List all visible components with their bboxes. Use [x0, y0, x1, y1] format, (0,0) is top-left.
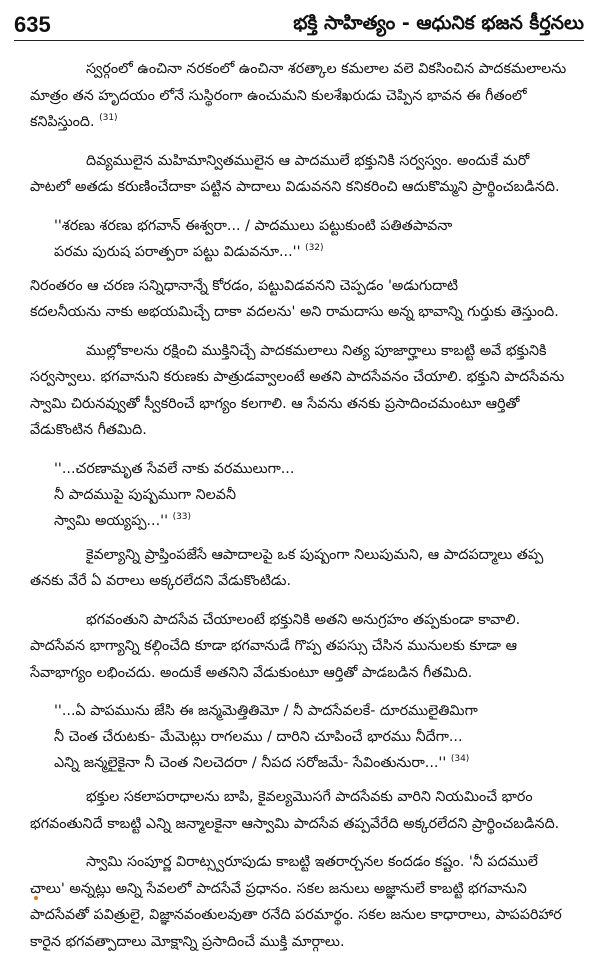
text-line: స్వర్గంలో ఉంచినా నరకంలో ఉంచినా శరత్కాల కమలాల వలె వికసించిన పాదకమలాలను	[86, 61, 567, 77]
footnote-ref: (33)	[172, 511, 192, 522]
page-mark	[34, 896, 38, 900]
quote-line: ''...ఏ పాపమును జేసి ఈ జన్మమెత్తితిమో / నీ పాదసేవలకే- దూరములైతిమిగా	[54, 703, 478, 719]
text-line: కనిపిస్తుంది.	[30, 114, 95, 130]
text-line: తనకు వేరే ఏ వరాలు అక్కరలేదని వేడుకొంటిడు.	[30, 573, 292, 589]
text-line: భక్తుల సకలాపరాధాలను బాపి, కైవల్యమొసగే పాదసేవకు వారిని నియమించే భారం	[86, 789, 533, 805]
quote-line: స్వామి అయ్యప్ప...''	[54, 512, 169, 529]
text-line: వేడుకొంటిన గీతమిది.	[30, 422, 147, 438]
paragraph	[30, 607, 582, 687]
text-line: చాలు' అన్నట్లు అన్ని సేవలలో పాదసేవే ప్రధానం. సకల జనులు అజ్ఞానులే కాబట్టి భగవానుని	[30, 880, 527, 897]
footnote-ref: (32)	[305, 242, 324, 253]
text-line: కదలనీయను నాకు అభయమిచ్చే దాకా వదలను' అని రామదాసు అన్న భావాన్ని గుర్తుకు తెస్తుంది.	[30, 304, 559, 320]
song-quote	[54, 698, 582, 776]
quote-line: నీ పాదముపై పుష్పముగా నిలవనీ	[54, 486, 236, 503]
paragraph	[30, 338, 582, 444]
text-line: దివ్యములైన మహిమాన్వితములైన ఆ పాదములే భక్తునికి సర్వస్వం. అందుకే మరో	[86, 152, 530, 169]
text-line: పాదసేవన భాగ్యాన్ని కల్గించేది కూడా భగవానుడే గొప్ప తపస్సు చేసిన మునులకు కూడా ఆ	[30, 638, 517, 654]
paragraph	[30, 148, 582, 201]
text-line: స్వామి సంపూర్ణ విరాట్స్వరూపుడు కాబట్టి ఇతరార్చనల కందడం కష్టం. 'నీ పదములే	[86, 854, 538, 870]
paragraph	[30, 542, 582, 595]
song-quote	[54, 213, 582, 265]
text-line: భగవంతునిదే కాబట్టి ఎన్ని జన్మాలకైనా ఆస్వామి పాదసేవ తప్పవేరేది అక్కరలేదని ప్రార్థించబడినది.	[30, 815, 560, 832]
text-line: స్వామి చిరునవ్వుతో స్వీకరించే భాగ్యం కలగాలి. ఆ సేవను తనకు ప్రసాదించమంటూ ఆర్తితో	[30, 395, 520, 412]
text-line: భగవంతుని పాదసేవ చేయాలంటే భక్తునికి అతని అనుగ్రహం తప్పకుండా కావాలి.	[86, 611, 521, 628]
paragraph	[30, 784, 582, 837]
quote-line: ''శరణు శరణు భగవాన్ ఈశ్వరా... / పాదములు పట్టుకుంటి పతితపావనా	[54, 217, 453, 234]
text-line: ముల్లోకాలను రక్షించి ముక్తినిచ్చే పాదకమలాలు నిత్య పూజార్హాలు కాబట్టి అవే భక్తునికి	[86, 342, 547, 359]
running-head: భక్తి సాహిత్యం - ఆధునిక భజన కీర్తనలు	[293, 12, 584, 34]
footnote-ref: (34)	[450, 754, 470, 765]
text-line: మాత్రం తన హృదయం లోనే సుస్థిరంగా ఉంచుమని కులశేఖరుడు చెప్పిన భావన ఈ గీతంలో	[30, 87, 527, 104]
paragraph	[30, 849, 582, 955]
text-line: పాదసేవతో పవిత్రులై, విజ్ఞానవంతులవుతా రనేది పరమార్థం. సకల జనుల కాధారాలు, పాపపరిహార	[30, 907, 562, 923]
quote-line: ఎన్ని జన్మలైకైనా నీ చెంత నిలచెదరా / నీపద సరోజమే- సేవింతునురా...''	[54, 755, 447, 771]
text-line: కారైన భగవత్పాదాలు మోక్షాన్ని ప్రసాదించే ముక్తి మార్గాలు.	[30, 933, 345, 950]
paragraph	[30, 56, 582, 136]
text-line: సేవాభాగ్యం లభించదు. అందుకే అతనిని వేడుకుంటూ ఆర్తితో పాడబడిన గీతమిది.	[30, 664, 473, 681]
page-header	[14, 8, 584, 42]
paragraph	[30, 273, 582, 326]
page-number: 635	[14, 12, 51, 37]
quote-line: పరమ పురుష పరాత్పరా పట్టు విడువనూ...''	[54, 243, 301, 260]
quote-line: ''...చరణామృత సేవలే నాకు వరములుగా...	[54, 460, 295, 477]
song-quote	[54, 456, 582, 534]
text-line: సర్వస్వాలు. భగవానుని కరుణకు పాత్రుడవ్వాలంటే అతని పాదసేవనం చేయాలి. భక్తుని పాదసేవను	[30, 369, 565, 385]
text-line: నిరంతరం ఆ చరణ సన్నిధానాన్నే కోరడం, పట్టువిడవనని చెప్పడం 'అడుగుదాటి	[30, 277, 459, 294]
text-line: పాటలో అతడు కరుణించేదాకా పట్టిన పాదాలు విడువనని కనికరించి ఆదుకొమ్మని ప్రార్థించబడినది.	[30, 179, 560, 195]
footnote-ref: (31)	[99, 113, 118, 124]
quote-line: నీ చెంత చేరుటకు- మేమెట్లు రాగలము / దారిని చూపించే భారము నీదేగా...	[54, 729, 463, 745]
header-rule	[14, 40, 584, 41]
text-line: కైవల్యాన్ని ప్రాప్తింపజేసే ఆపాదాలపై ఒక పుష్పంగా నిలుపుమని, ఆ పాదపద్మాలు తప్ప	[86, 546, 544, 563]
page-body	[30, 56, 582, 967]
